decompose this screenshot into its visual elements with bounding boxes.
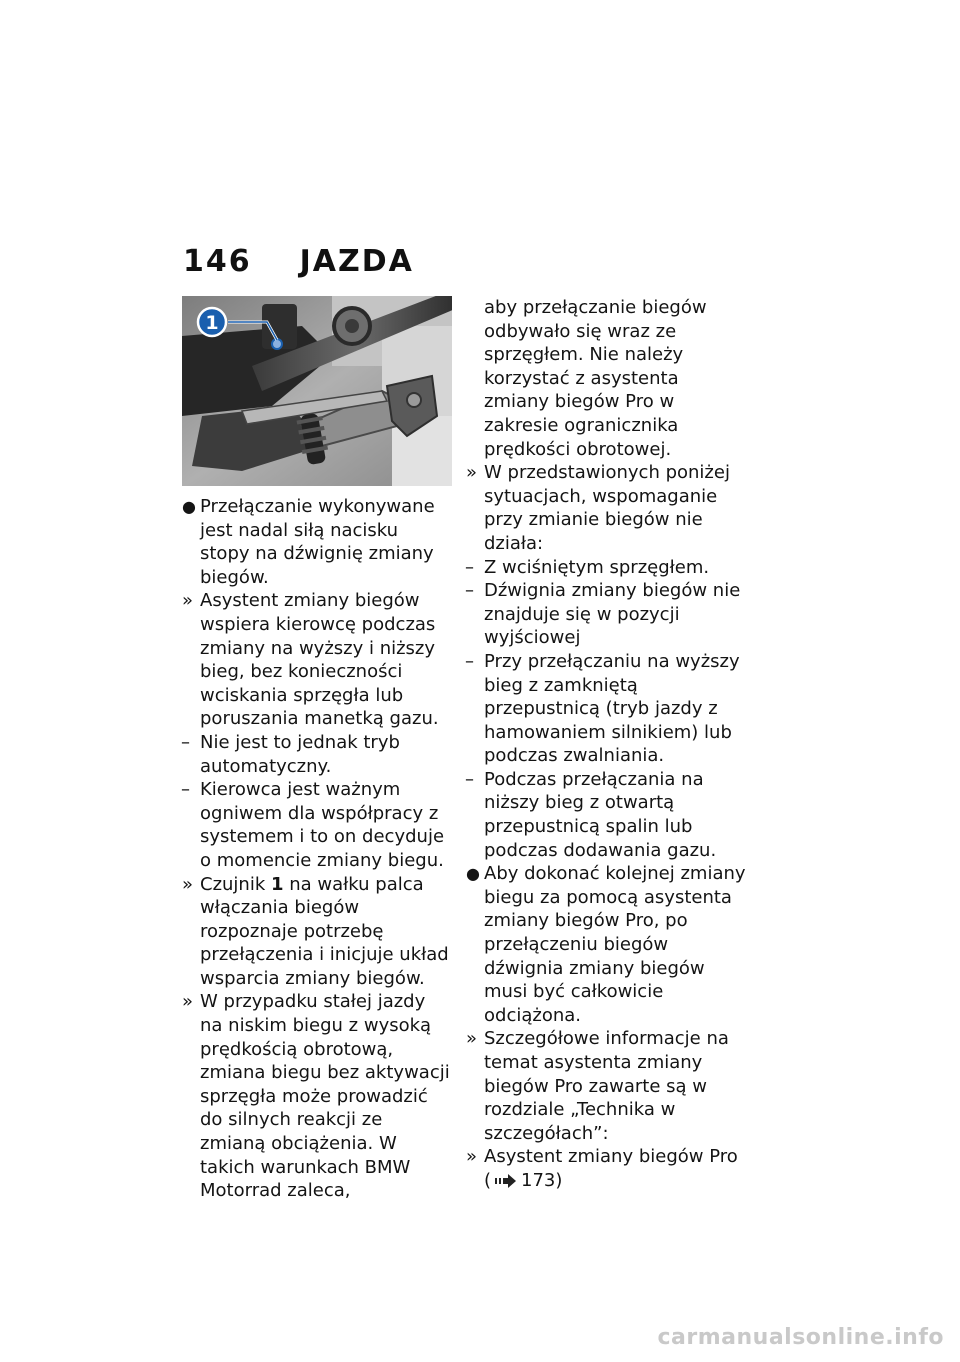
arrow-marker: » <box>182 991 194 1013</box>
item-text: Z wciśniętym sprzęgłem. <box>484 556 710 578</box>
page-title: JAZDA <box>299 244 414 279</box>
item-text: Dźwignia zmiany biegów nie znajduje się w pozycji wyjściowej <box>484 580 741 649</box>
page-header <box>183 244 414 279</box>
item-text: Aby dokonać kolejnej zmiany biegu za pomocą asystenta zmiany biegów Pro, po przełączeniu biegów dźwignia zmiany biegów musi być całkowicie odciążona. <box>484 863 746 1026</box>
item-text: Kierowca jest ważnym ogniwem dla współpracy z systemem i to on decyduje o momencie zmiany biegu. <box>200 779 445 871</box>
item-text: W przypadku stałej jazdy na niskim biegu z wysoką prędkością obrotową, zmiana biegu bez aktywacji sprzęgła może prowadzić do silnych reakcji ze zmianą obciążenia. W takich warunkach BMW Motorrad zaleca, <box>200 991 450 1202</box>
reference-close: ) <box>555 1169 563 1191</box>
callout-reference: 1 <box>270 873 284 895</box>
list-item <box>466 461 746 555</box>
reference-page: 173 <box>521 1169 556 1191</box>
item-text: Asystent zmiany biegów wspiera kierowcę podczas zmiany na wyższy i niższy bieg, bez konieczności wciskania sprzęgła lub poruszania manetką gazu. <box>200 590 439 730</box>
arrow-reference-icon <box>495 1174 517 1188</box>
gear-shift-illustration <box>182 296 452 486</box>
item-text: Podczas przełączania na niższy bieg z otwartą przepustnicą spalin lub podczas dodawania gazu. <box>484 768 717 861</box>
list-item <box>182 589 452 731</box>
page-number: 146 <box>183 244 252 279</box>
arrow-marker: » <box>466 462 478 484</box>
gear-shift-photo <box>182 296 452 486</box>
dash-marker: – <box>465 768 474 790</box>
list-item <box>466 1027 746 1145</box>
list-item <box>466 1145 746 1169</box>
dash-marker: – <box>465 556 474 578</box>
list-item <box>466 650 746 768</box>
list-item <box>182 731 452 778</box>
arrow-marker: » <box>466 1146 478 1168</box>
page-reference[interactable] <box>466 1169 746 1193</box>
item-text: Czujnik <box>200 873 271 895</box>
dash-marker: – <box>181 779 190 801</box>
watermark-text: carmanualsonline.info <box>657 1325 944 1350</box>
bullet-marker: ● <box>466 864 480 884</box>
dash-marker: – <box>465 650 474 672</box>
list-item <box>182 778 452 872</box>
list-item <box>182 873 452 991</box>
bullet-marker: ● <box>182 497 196 516</box>
list-item <box>182 495 452 589</box>
arrow-marker: » <box>182 873 194 895</box>
left-column <box>182 495 452 1203</box>
list-item <box>466 579 746 650</box>
list-item <box>466 556 746 580</box>
list-item <box>182 990 452 1202</box>
right-column <box>466 296 746 1193</box>
item-text: na wałku palca włączania biegów rozpoznaje potrzebę przełączenia i inicjuje układ wsparcia zmiany biegów. <box>200 873 449 989</box>
item-text: Przełączanie wykonywane jest nadal siłą nacisku stopy na dźwignię zmiany biegów. <box>200 496 435 588</box>
paragraph-text: aby przełączanie biegów odbywało się wraz ze sprzęgłem. Nie należy korzystać z asystenta zmiany biegów Pro w zakresie ogranicznika prędkości obrotowej. <box>484 297 707 460</box>
dash-marker: – <box>181 731 190 753</box>
list-item <box>466 862 746 1027</box>
item-text: W przedstawionych poniżej sytuacjach, wspomaganie przy zmianie biegów nie działa: <box>484 462 730 554</box>
dash-marker: – <box>465 580 474 602</box>
item-text: Asystent zmiany biegów Pro <box>484 1146 738 1168</box>
item-text: Przy przełączaniu na wyższy bieg z zamkniętą przepustnicą (tryb jazdy z hamowaniem silnikiem) lub podczas zwalniania. <box>484 650 740 767</box>
arrow-marker: » <box>466 1028 478 1050</box>
list-item <box>466 768 746 862</box>
arrow-marker: » <box>182 590 194 612</box>
reference-open: ( <box>484 1169 492 1191</box>
item-text: Nie jest to jednak tryb automatyczny. <box>200 731 400 777</box>
continued-paragraph <box>466 296 746 461</box>
callout-label: 1 <box>205 312 219 334</box>
item-text: Szczegółowe informacje na temat asystenta zmiany biegów Pro zawarte są w rozdziale „Technika w szczegółach”: <box>484 1028 729 1144</box>
